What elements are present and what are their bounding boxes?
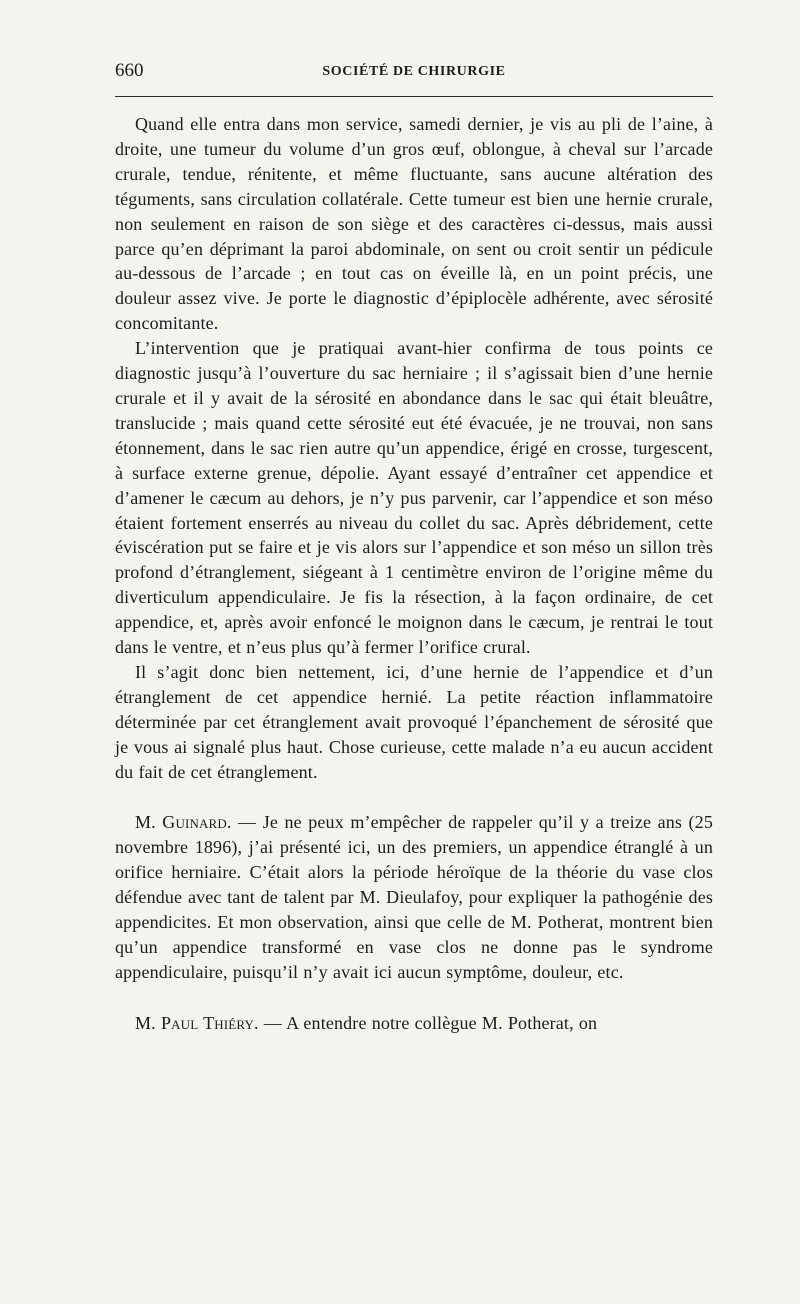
intervention-guinard <box>115 810 713 984</box>
speaker-name: M. Paul Thiéry. <box>135 1012 259 1033</box>
page-header <box>115 54 713 88</box>
paragraph: Il s’agit donc bien nettement, ici, d’une hernie de l’appendice et d’un étranglement de cet appendice hernié. La petite réaction inflammatoire déterminée par cet étranglement avait provoqué l’épanchement de sérosité que je vous ai signalé plus haut. Chose curieuse, cette malade n’a eu aucun accident du fait de cet étranglement. <box>115 661 713 782</box>
page-number: 660 <box>115 60 144 81</box>
speaker-name: M. Guinard. <box>135 812 232 833</box>
paragraph: Quand elle entra dans mon service, samedi dernier, je vis au pli de l’aine, à droite, une tumeur du volume d’un gros œuf, oblongue, à cheval sur l’arcade crurale, tendue, rénitente, et même fluctuante, sans aucune altération des téguments, sans circulation collatérale. Cette tumeur est bien une hernie crurale, non seulement en raison de son siège et des caractères ci-dessus, mais aussi parce qu’en déprimant la paroi abdominale, on sent ou croit sentir un pédicule au-dessous de l’arcade ; en tout cas on éveille là, en un point précis, une douleur assez vive. Je porte le diagnostic d’épiplocèle adhérente, avec sérosité concomitante. <box>115 114 713 334</box>
paragraph: L’intervention que je pratiquai avant-hier confirma de tous points ce diagnostic jusqu’à l’ouverture du sac herniaire ; il s’agissait bien d’une hernie crurale et il y avait de la sérosité en abondance dans le sac qui était bleuâtre, translucide ; mais quand cette sérosité eut été évacuée, je ne trouvai, non sans étonnement, dans le sac rien autre qu’un appendice, érigé en crosse, turgescent, à surface externe grenue, dépolie. Ayant essayé d’entraîner cet appendice et d’amener le cæcum au dehors, je n’y pus parvenir, car l’appendice et son méso étaient fortement enserrés au niveau du collet du sac. Après débridement, cette éviscération put se faire et je vis alors sur l’appendice et son méso un sillon très profond d’étranglement, siégeant à 1 centimètre environ de l’origine même du diverticulum appendiculaire. Je fis la résection, à la façon ordinaire, de cet appendice, et, après avoir enfoncé le moignon dans le cæcum, je rentrai le tout dans le ventre, et n’eus plus qu’à fermer l’orifice crural. <box>115 338 713 658</box>
intervention-text: — A entendre notre collègue M. Potherat, on <box>258 1012 598 1033</box>
intervention-thiery <box>115 1011 713 1036</box>
page <box>115 54 713 1036</box>
header-rule <box>115 96 713 97</box>
intervention-text: — Je ne peux m’empêcher de rappeler qu’il y a treize ans (25 novembre 1896), j’ai présenté ici, un des premiers, un appendice étranglé à un orifice herniaire. C’était alors la période héroïque de la théorie du vase clos défendue avec tant de talent par M. Dieulafoy, pour expliquer la pathogénie des appendicites. Et mon observation, ainsi que celle de M. Potherat, montrent bien qu’un appendice transformé en vase clos ne donne pas le syndrome appendiculaire, puisqu’il n’y avait ici aucun symptôme, douleur, etc. <box>115 812 713 982</box>
body-text <box>115 112 713 1036</box>
running-title: SOCIÉTÉ DE CHIRURGIE <box>322 64 506 79</box>
